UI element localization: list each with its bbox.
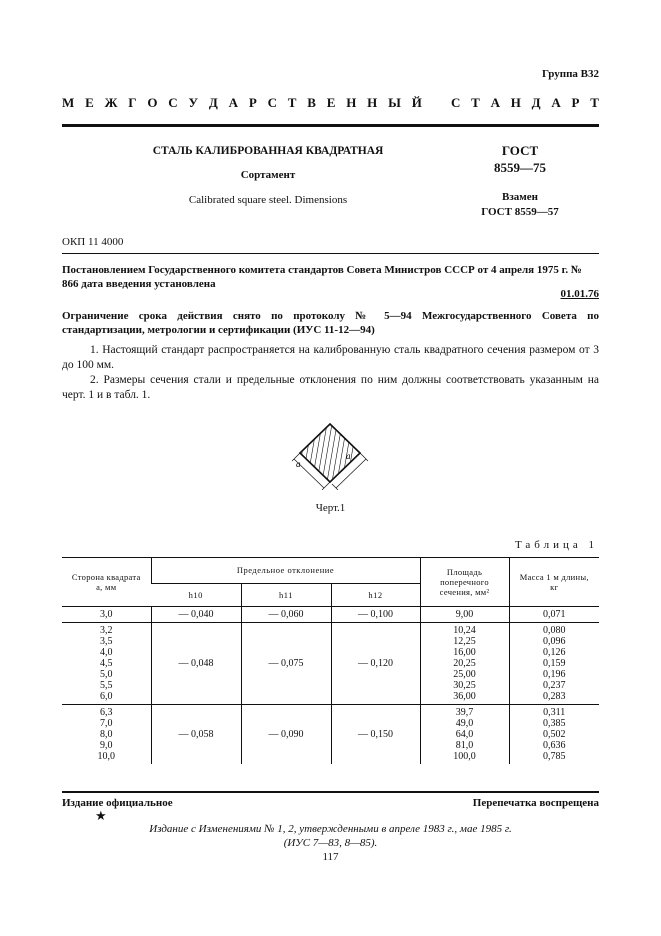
banner_left-letter: У xyxy=(188,95,199,110)
paragraph-2: 2. Размеры сечения стали и предельные отклонения по ним должны соответствовать указанным на черт. 1 и в табл. 1. xyxy=(62,374,599,401)
banner_right-letter: Р xyxy=(571,95,580,110)
page-number: 117 xyxy=(322,851,339,863)
banner-left xyxy=(62,95,422,111)
cell-mass-value: 0,385 xyxy=(543,718,566,729)
cell-h11: — 0,075 xyxy=(241,623,331,705)
header-h12: h12 xyxy=(331,584,420,607)
cell-mass-value: 0,126 xyxy=(543,647,566,658)
cell-side xyxy=(62,623,151,705)
banner_left-letter: В xyxy=(307,95,316,110)
header-side-unit: a, мм xyxy=(96,581,117,592)
document-subtitle: Сортамент xyxy=(240,169,296,181)
edition-note xyxy=(0,822,661,850)
decree-text: Постановлением Государственного комитета стандартов Совета Министров СССР от 4 апреля 1975 г. № 866 дата введения установлена xyxy=(62,264,582,290)
header-deviation: Предельное отклонение xyxy=(151,557,420,584)
dimension-a-left: a xyxy=(296,459,301,469)
cell-area-value: 36,00 xyxy=(453,691,476,702)
cell-side-value: 7,0 xyxy=(100,718,113,729)
cell-area-value: 12,25 xyxy=(453,636,476,647)
cell-side-value: 3,2 xyxy=(100,625,113,636)
cell-side-value: 6,0 xyxy=(100,691,113,702)
cell-mass xyxy=(509,607,599,623)
header-side-label: Сторона квадрата xyxy=(71,571,141,582)
banner_left-letter: Н xyxy=(346,95,357,110)
gost-number: 8559—75 xyxy=(494,160,546,175)
cell-side-value: 5,5 xyxy=(100,680,113,691)
header-side xyxy=(62,557,151,607)
limitation-text: Ограничение срока действия снято по протоколу № 5—94 Межгосударственного Совета по стандартизации, метрологии и сертификации (ИУС 11-12—94) xyxy=(62,310,599,336)
banner_right-letter: Н xyxy=(510,95,521,110)
banner_right-letter: А xyxy=(490,95,500,110)
banner_left-letter: Е xyxy=(85,95,94,110)
header-mass: Масса 1 м длины, кг xyxy=(509,557,599,607)
official-edition: Издание официальное xyxy=(62,797,173,809)
cell-area-value: 100,0 xyxy=(453,751,476,762)
cell-area-value: 9,00 xyxy=(455,609,474,620)
cell-mass-value: 0,636 xyxy=(543,740,566,751)
header-rule xyxy=(62,124,599,127)
cell-area-value: 25,00 xyxy=(453,669,476,680)
cell-mass-value: 0,785 xyxy=(543,751,566,762)
cell-area-value: 20,25 xyxy=(453,658,476,669)
replaces-value: ГОСТ 8559—57 xyxy=(481,206,559,218)
cell-side-value: 4,0 xyxy=(100,647,113,658)
banner_left-letter: Д xyxy=(208,95,218,110)
cell-mass-value: 0,071 xyxy=(543,609,566,620)
cell-h11: — 0,060 xyxy=(241,607,331,623)
banner_left-letter: Н xyxy=(367,95,378,110)
cell-h12: — 0,100 xyxy=(331,607,420,623)
banner_left-letter: С xyxy=(168,95,178,110)
cell-h12: — 0,120 xyxy=(331,623,420,705)
cell-area xyxy=(420,607,509,623)
star-icon: ★ xyxy=(95,808,107,823)
cell-side xyxy=(62,607,151,623)
cell-mass-value: 0,096 xyxy=(543,636,566,647)
banner_right-letter: С xyxy=(451,95,461,110)
cell-side-value: 4,5 xyxy=(100,658,113,669)
cell-mass-value: 0,237 xyxy=(543,680,566,691)
cell-side-value: 9,0 xyxy=(100,740,113,751)
dimension-a-right: a xyxy=(346,451,351,461)
table-row-group xyxy=(62,705,599,765)
header-h10: h10 xyxy=(151,584,241,607)
reprint-prohibited: Перепечатка воспрещена xyxy=(472,797,599,809)
cell-h10: — 0,058 xyxy=(151,705,241,765)
group-code: Группа В32 xyxy=(541,68,599,80)
cell-h10: — 0,048 xyxy=(151,623,241,705)
banner_left-letter: Р xyxy=(248,95,257,110)
english-title: Calibrated square steel. Dimensions xyxy=(188,194,348,206)
paragraph-1: 1. Настоящий стандарт распространяется на калиброванную сталь квадратного сечения размером от 3 до 100 мм. xyxy=(62,344,599,371)
banner_left-letter: Т xyxy=(287,95,297,110)
cell-mass-value: 0,283 xyxy=(543,691,566,702)
edition-line-2: (ИУС 7—83, 8—85). xyxy=(283,837,378,849)
cell-mass xyxy=(509,623,599,705)
cell-side-value: 5,0 xyxy=(100,669,113,680)
banner_right-letter: Т xyxy=(471,95,480,110)
banner_left-letter: О xyxy=(147,95,158,110)
cell-mass-value: 0,196 xyxy=(543,669,566,680)
cell-side-value: 6,3 xyxy=(100,707,113,718)
cell-mass-value: 0,502 xyxy=(543,729,566,740)
banner_left-letter: Г xyxy=(128,95,137,110)
cell-area-value: 30,25 xyxy=(453,680,476,691)
cell-side-value: 10,0 xyxy=(97,751,115,762)
document-title: СТАЛЬ КАЛИБРОВАННАЯ КВАДРАТНАЯ xyxy=(152,145,384,157)
gost-label: ГОСТ xyxy=(501,143,539,158)
cell-h11: — 0,090 xyxy=(241,705,331,765)
okp-rule xyxy=(62,253,599,254)
cell-h10: — 0,040 xyxy=(151,607,241,623)
table-row-group xyxy=(62,607,599,623)
table-row-group xyxy=(62,623,599,705)
cell-area-value: 16,00 xyxy=(453,647,476,658)
dimensions-table xyxy=(62,557,599,764)
banner_left-letter: Е xyxy=(326,95,336,110)
header-area: Площадь поперечного сечения, мм² xyxy=(420,557,509,607)
cell-area-value: 64,0 xyxy=(455,729,474,740)
replaces-block xyxy=(470,190,570,220)
banner-right xyxy=(451,95,599,111)
cell-h12: — 0,150 xyxy=(331,705,420,765)
banner_right-letter: Т xyxy=(590,95,599,110)
cell-mass-value: 0,159 xyxy=(543,658,566,669)
banner_left-letter: Й xyxy=(411,95,422,110)
cell-area xyxy=(420,705,509,765)
banner_right-letter: А xyxy=(551,95,561,110)
replaces-label: Взамен xyxy=(502,191,538,203)
okp-code: ОКП 11 4000 xyxy=(62,236,124,248)
cell-area-value: 39,7 xyxy=(455,707,474,718)
cell-area xyxy=(420,623,509,705)
cell-area-value: 49,0 xyxy=(455,718,474,729)
banner_right-letter: Д xyxy=(531,95,541,110)
interstate-standard-banner xyxy=(62,95,599,111)
introduction-date: 01.01.76 xyxy=(560,288,599,300)
cell-mass xyxy=(509,705,599,765)
cell-side xyxy=(62,705,151,765)
edition-line-1: Издание с Изменениями № 1, 2, утвержденными в апреле 1983 г., мае 1985 г. xyxy=(149,823,512,835)
cell-mass-value: 0,311 xyxy=(543,707,566,718)
banner_left-letter: Ы xyxy=(388,95,401,110)
banner_left-letter: Ж xyxy=(104,95,118,110)
banner_left-letter: С xyxy=(267,95,277,110)
cell-side-value: 3,5 xyxy=(100,636,113,647)
gost-designation xyxy=(470,142,570,176)
cell-area-value: 10,24 xyxy=(453,625,476,636)
cell-area-value: 81,0 xyxy=(455,740,474,751)
footer-rule xyxy=(62,791,599,793)
cell-side-value: 3,0 xyxy=(100,609,113,620)
banner_left-letter: М xyxy=(62,95,75,110)
header-h11: h11 xyxy=(241,584,331,607)
square-section-drawing xyxy=(280,420,380,490)
banner_left-letter: А xyxy=(228,95,238,110)
cell-mass-value: 0,080 xyxy=(543,625,566,636)
figure-caption: Черт.1 xyxy=(315,502,346,514)
table-label: Таблица 1 xyxy=(514,539,598,551)
table-body xyxy=(62,607,599,765)
cell-side-value: 8,0 xyxy=(100,729,113,740)
